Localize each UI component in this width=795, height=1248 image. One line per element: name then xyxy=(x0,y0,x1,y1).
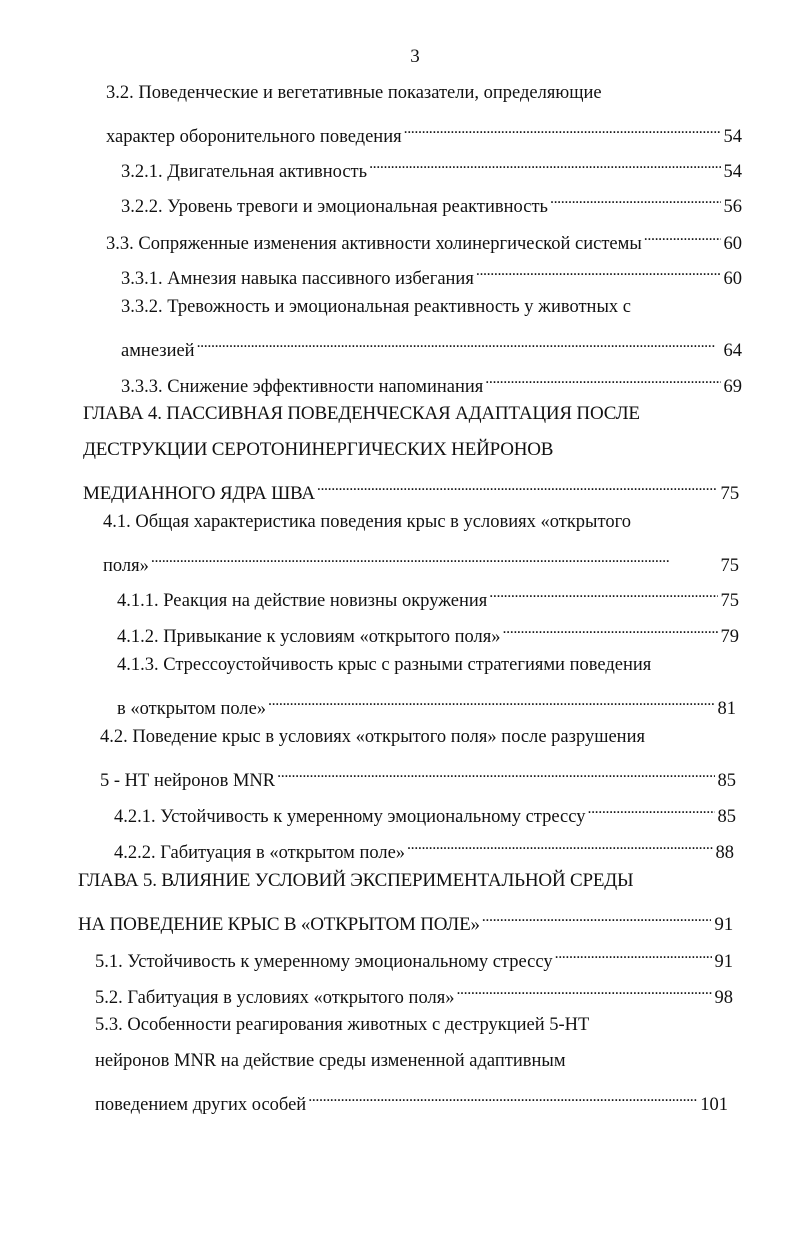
toc-entry-text: поля» xyxy=(103,556,149,576)
toc-entry xyxy=(121,294,631,320)
toc-entry-text: ДЕСТРУКЦИИ СЕРОТОНИНЕРГИЧЕСКИХ НЕЙРОНОВ xyxy=(83,439,554,460)
dot-leader xyxy=(404,116,721,142)
toc-entry-text: 4.2. Поведение крыс в условиях «открытого поля» после разрушения xyxy=(100,727,645,747)
toc-entry-page: 101 xyxy=(700,1095,728,1115)
dot-leader xyxy=(151,545,718,571)
toc-entry xyxy=(95,1048,566,1074)
toc-entry-page: 91 xyxy=(714,914,733,935)
toc-entry xyxy=(103,509,631,535)
dot-leader xyxy=(407,832,712,858)
toc-chapter xyxy=(83,437,553,463)
dot-leader xyxy=(587,796,714,822)
toc-entry xyxy=(95,941,733,972)
toc-entry xyxy=(114,796,736,827)
toc-entry xyxy=(117,580,739,611)
toc-entry-page: 91 xyxy=(714,952,733,972)
toc-entry xyxy=(106,80,602,106)
toc-entry-text: поведением других особей xyxy=(95,1095,307,1115)
toc-entry-page: 75 xyxy=(720,483,739,504)
toc-entry-text: 5.1. Устойчивость к умеренному эмоциональному стрессу xyxy=(95,952,553,972)
toc-entry-text: 4.1. Общая характеристика поведения крыс в условиях «открытого xyxy=(103,512,631,532)
toc-entry-text: 4.1.1. Реакция на действие новизны окружения xyxy=(117,591,488,611)
toc-entry xyxy=(100,760,736,791)
dot-leader xyxy=(268,688,714,714)
toc-entry-text: 4.1.2. Привыкание к условиям «открытого поля» xyxy=(117,627,501,647)
toc-entry xyxy=(95,977,733,1008)
toc-entry-text: в «открытом поле» xyxy=(117,699,267,719)
toc-entry-page: 75 xyxy=(720,556,739,576)
dot-leader xyxy=(476,258,721,284)
toc-entry-text: 3.3.3. Снижение эффективности напоминания xyxy=(121,377,484,397)
toc-entry xyxy=(114,832,734,863)
toc-entry xyxy=(121,186,742,217)
toc-entry-text: ГЛАВА 5. ВЛИЯНИЕ УСЛОВИЙ ЭКСПЕРИМЕНТАЛЬНОЙ СРЕДЫ xyxy=(78,870,634,891)
dot-leader xyxy=(503,616,718,642)
toc-entry-text: 3.3.2. Тревожность и эмоциональная реактивность у животных с xyxy=(121,297,631,317)
toc-entry-page: 60 xyxy=(723,269,742,289)
toc-entry-text: 5.3. Особенности реагирования животных с деструкцией 5-НТ xyxy=(95,1015,590,1035)
dot-leader xyxy=(317,473,718,499)
dot-leader xyxy=(644,223,721,249)
toc-entry xyxy=(121,366,742,397)
toc-entry-page: 81 xyxy=(717,699,736,719)
dot-leader xyxy=(485,366,720,392)
toc-entry-page: 88 xyxy=(715,843,734,863)
toc-entry xyxy=(121,258,742,289)
dot-leader xyxy=(489,580,717,606)
toc-chapter xyxy=(78,904,733,935)
toc-entry-page: 54 xyxy=(723,162,742,182)
toc-entry xyxy=(106,116,742,147)
dot-leader xyxy=(308,1084,697,1110)
toc-chapter xyxy=(83,401,640,427)
toc-entry xyxy=(117,652,651,678)
toc-entry-page: 85 xyxy=(717,807,736,827)
toc-entry-page: 56 xyxy=(723,197,742,217)
toc-entry xyxy=(121,151,742,182)
toc-entry-text: 5.2. Габитуация в условиях «открытого поля» xyxy=(95,988,455,1008)
toc-entry-text: характер оборонительного поведения xyxy=(106,127,402,147)
toc-entry xyxy=(95,1012,589,1038)
toc-entry-page: 69 xyxy=(723,377,742,397)
toc-entry xyxy=(121,330,742,361)
toc-entry xyxy=(95,1084,728,1115)
toc-entry xyxy=(106,223,742,254)
toc-entry-page: 85 xyxy=(717,771,736,791)
toc-entry-page: 64 xyxy=(723,341,742,361)
toc-entry xyxy=(100,724,645,750)
toc-chapter xyxy=(83,473,739,504)
toc-entry-text: 4.1.3. Стрессоустойчивость крыс с разными стратегиями поведения xyxy=(117,655,652,675)
toc-entry-page: 54 xyxy=(723,127,742,147)
toc-entry-text: нейронов MNR на действие среды измененной адаптивным xyxy=(95,1051,566,1071)
toc-entry-text: 4.2.2. Габитуация в «открытом поле» xyxy=(114,843,406,863)
toc-entry-page: 60 xyxy=(723,234,742,254)
toc-entry-text: 3.3.1. Амнезия навыка пассивного избегания xyxy=(121,269,474,289)
toc-entry xyxy=(117,616,739,647)
toc-entry-page: 98 xyxy=(714,988,733,1008)
toc-entry xyxy=(103,545,739,576)
toc-entry-text: 3.2.1. Двигательная активность xyxy=(121,162,368,182)
toc-entry-text: МЕДИАННОГО ЯДРА ШВА xyxy=(83,483,315,504)
toc-entry-page: 79 xyxy=(720,627,739,647)
dot-leader xyxy=(555,941,712,967)
dot-leader xyxy=(369,151,720,177)
toc-entry-text: 5 - НТ нейронов MNR xyxy=(100,771,276,791)
dot-leader xyxy=(550,186,721,212)
toc-entry-text: 3.3. Сопряженные изменения активности холинергической системы xyxy=(106,234,642,254)
toc-entry-text: 3.2.2. Уровень тревоги и эмоциональная реактивность xyxy=(121,197,548,217)
toc-entry-text: 4.2.1. Устойчивость к умеренному эмоциональному стрессу xyxy=(114,807,586,827)
page-number: 3 xyxy=(410,46,420,67)
dot-leader xyxy=(197,330,721,356)
dot-leader xyxy=(277,760,714,786)
toc-entry-text: амнезией xyxy=(121,341,195,361)
toc-entry-page: 75 xyxy=(720,591,739,611)
toc-entry xyxy=(117,688,736,719)
toc-entry-text: ГЛАВА 4. ПАССИВНАЯ ПОВЕДЕНЧЕСКАЯ АДАПТАЦИЯ ПОСЛЕ xyxy=(83,403,640,424)
toc-chapter xyxy=(78,868,633,894)
toc-entry-text: 3.2. Поведенческие и вегетативные показатели, определяющие xyxy=(106,83,602,103)
toc-entry-text: НА ПОВЕДЕНИЕ КРЫС В «ОТКРЫТОМ ПОЛЕ» xyxy=(78,914,480,935)
dot-leader xyxy=(456,977,711,1003)
dot-leader xyxy=(482,904,712,930)
